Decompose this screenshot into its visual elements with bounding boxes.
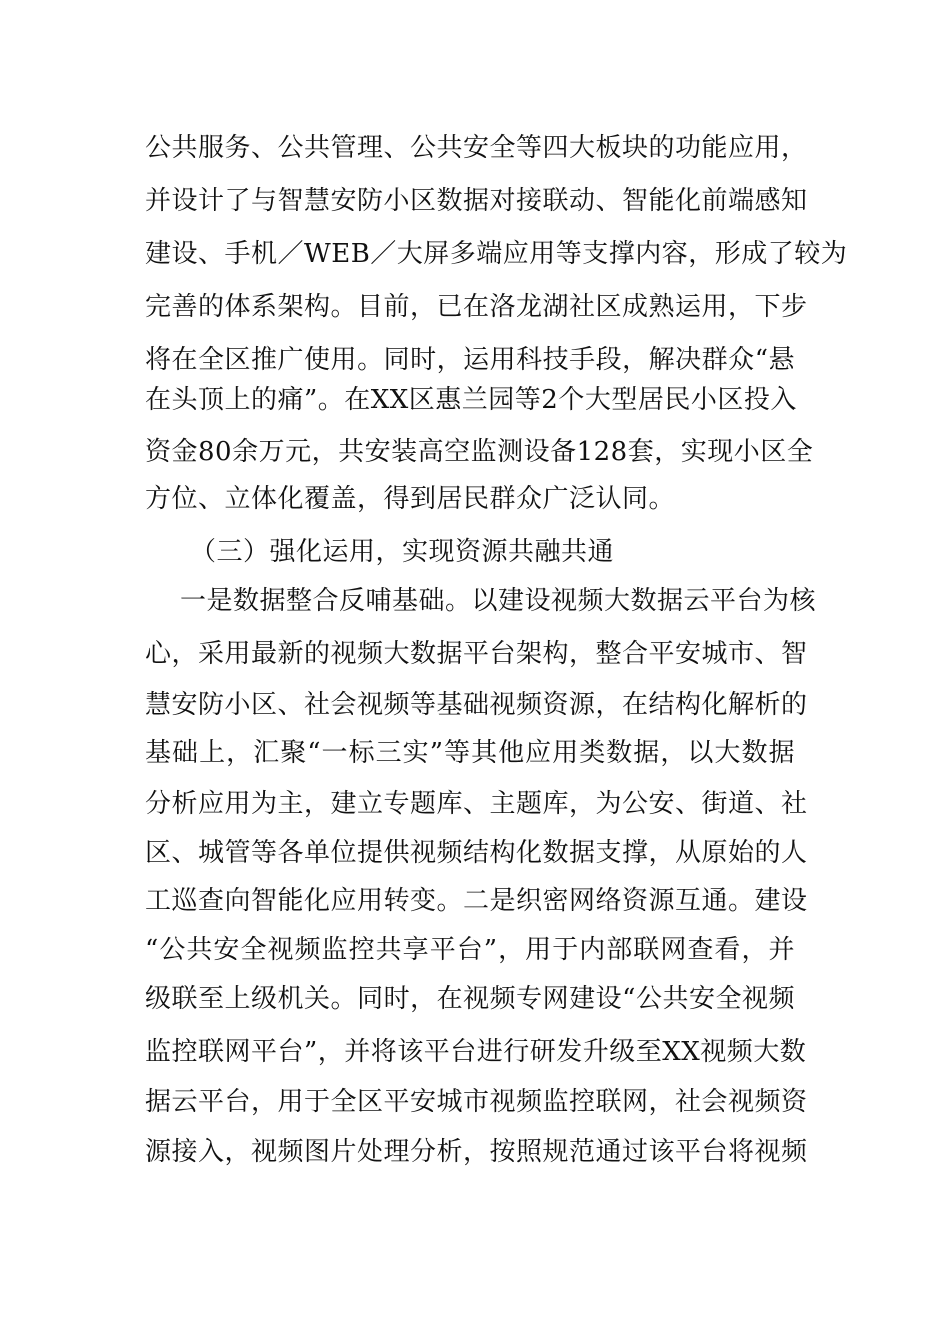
section-heading: （三）强化运用，实现资源共融共通 xyxy=(190,537,615,567)
text-line: 公共服务、公共管理、公共安全等四大板块的功能应用， xyxy=(145,133,808,163)
text-line: 区、城管等各单位提供视频结构化数据支撑，从原始的人 xyxy=(145,838,808,868)
text-line: 一是数据整合反哺基础。以建设视频大数据云平台为核 xyxy=(180,586,817,616)
text-line: 将在全区推广使用。同时，运用科技手段，解决群众“悬 xyxy=(145,345,795,375)
text-line: “公共安全视频监控共享平台”，用于内部联网查看，并 xyxy=(145,935,795,965)
text-line: 分析应用为主，建立专题库、主题库，为公安、街道、社 xyxy=(145,789,808,819)
text-line: 基础上，汇聚“一标三实”等其他应用类数据，以大数据 xyxy=(145,738,795,768)
text-line: 源接入，视频图片处理分析，按照规范通过该平台将视频 xyxy=(145,1137,808,1167)
text-line: 建设、手机／WEB／大屏多端应用等支撑内容，形成了较为 xyxy=(145,239,848,269)
text-line: 完善的体系架构。目前，已在洛龙湖社区成熟运用，下步 xyxy=(145,292,808,322)
text-line: 级联至上级机关。同时，在视频专网建设“公共安全视频 xyxy=(145,984,795,1014)
text-line: 在头顶上的痛”。在XX区惠兰园等2个大型居民小区投入 xyxy=(145,385,797,415)
text-line: 工巡查向智能化应用转变。二是织密网络资源互通。建设 xyxy=(145,886,808,916)
text-line: 监控联网平台”，并将该平台进行研发升级至XX视频大数 xyxy=(145,1037,807,1067)
text-line: 心，采用最新的视频大数据平台架构，整合平安城市、智 xyxy=(145,639,808,669)
text-line: 据云平台，用于全区平安城市视频监控联网，社会视频资 xyxy=(145,1087,808,1117)
text-line: 资金80余万元，共安装高空监测设备128套，实现小区全 xyxy=(145,437,814,467)
text-line: 慧安防小区、社会视频等基础视频资源，在结构化解析的 xyxy=(145,690,808,720)
text-line: 方位、立体化覆盖，得到居民群众广泛认同。 xyxy=(145,484,676,514)
text-line: 并设计了与智慧安防小区数据对接联动、智能化前端感知 xyxy=(145,186,808,216)
